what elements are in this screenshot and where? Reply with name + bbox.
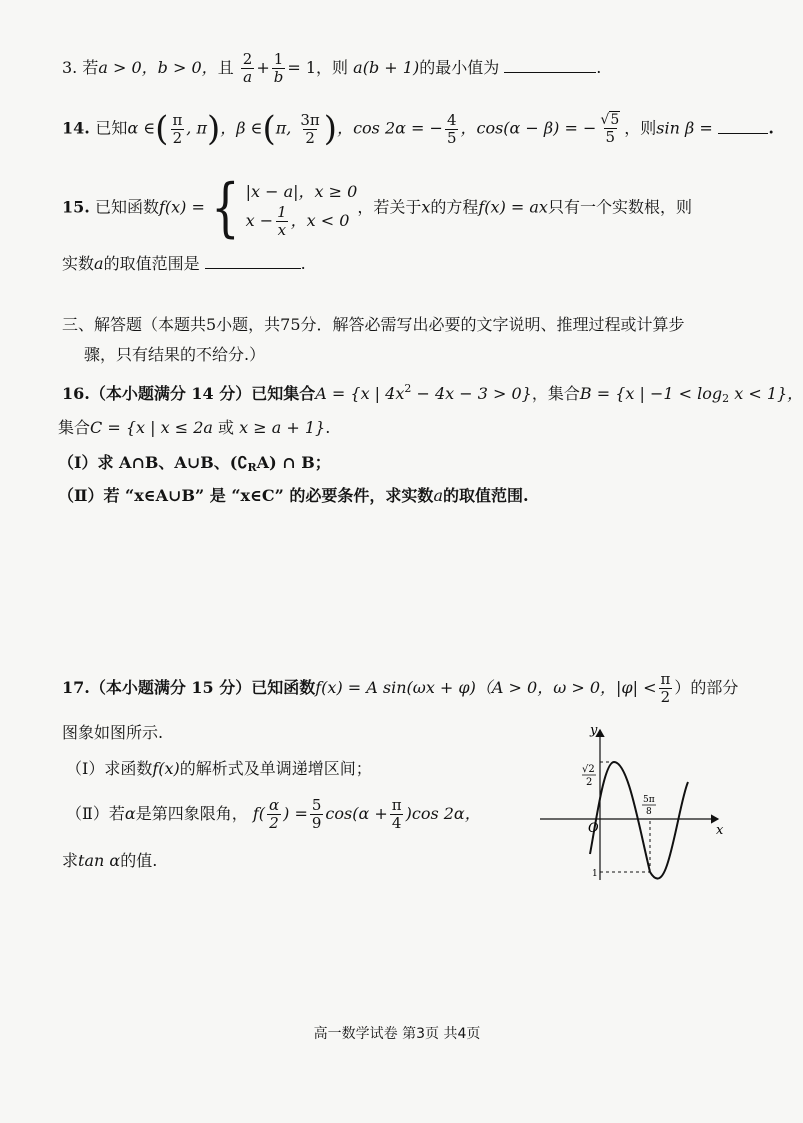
q14-text-2: ，则 <box>624 118 657 138</box>
brace-icon: { <box>210 171 240 245</box>
q15-text-2: ，若关于 <box>357 197 422 217</box>
paren-open: ( <box>155 109 169 149</box>
frac-num: 4 <box>446 110 457 129</box>
equation: f(x) = ax <box>478 197 548 217</box>
q13-equals: = 1， <box>287 58 333 77</box>
frac-num: 1 <box>277 202 287 221</box>
cos-part-2: )cos 2α， <box>405 804 481 823</box>
section-header-line-2: 骤，只有结果的不给分.） <box>84 345 266 364</box>
answer-blank[interactable] <box>205 256 301 269</box>
condition: （A > 0，ω > 0，|φ| < <box>475 678 657 697</box>
sin-beta: sin β = <box>656 118 713 138</box>
q17-text-last-a: 求 <box>62 851 79 870</box>
q14-text-1: 已知 <box>95 118 128 138</box>
question-number: 14. <box>62 118 90 138</box>
case-2 <box>245 202 358 239</box>
subscript: R <box>247 461 257 474</box>
sine-curve <box>590 762 688 879</box>
beta-in: ，β ∈ <box>220 118 263 138</box>
q16-text-1: ，集合 <box>531 384 580 403</box>
cos-alpha-minus-beta: ，cos(α − β) = − <box>460 118 597 138</box>
piecewise-cases <box>246 179 358 238</box>
fraction-1-over-b <box>272 52 286 85</box>
question-number: 15. <box>62 197 90 217</box>
ymax-numerator: √2 <box>582 764 595 775</box>
var-x: x <box>421 197 431 217</box>
frac-den: 4 <box>391 814 402 832</box>
fraction-2-over-a <box>241 52 255 85</box>
fraction-alpha-over-2 <box>267 798 281 831</box>
answer-blank[interactable] <box>504 60 596 73</box>
question-13 <box>62 52 754 85</box>
q15-text-3: 的方程 <box>430 197 479 217</box>
f-equals: ) = <box>283 804 308 823</box>
case-1: |x − a|，x ≥ 0 <box>245 181 358 201</box>
frac-den: b <box>273 68 284 86</box>
paren-close: ) <box>323 109 338 149</box>
q13-expression: a(b + 1) <box>353 58 420 77</box>
period: . <box>325 418 331 437</box>
set-a: A = {x | 4x <box>315 384 405 403</box>
question-17-line-2: 图象如图所示. <box>62 723 164 742</box>
interval-right: , π <box>186 118 207 138</box>
section-header: 三、解答题（本题共5小题，共75分．解答必需写出必要的文字说明、推理过程或计算步 <box>62 315 685 334</box>
set-b: B = {x | −1 < log <box>579 384 723 403</box>
cos-2alpha: ，cos 2α = − <box>337 118 443 138</box>
case-2-start: x − <box>245 210 274 230</box>
frac-den: 2 <box>172 128 183 147</box>
frac-num: √5 <box>600 112 620 128</box>
f-open: f( <box>252 804 265 823</box>
frac-den: 5 <box>446 128 457 147</box>
page-footer: 高一数学试卷 第3页 共4页 <box>313 1026 481 1042</box>
frac-num: 3π <box>300 110 320 129</box>
frac-num: π <box>660 670 671 688</box>
period: . <box>596 58 602 77</box>
frac-den: 2 <box>305 128 315 147</box>
fraction-pi-over-4 <box>390 798 404 831</box>
frac-den: 2 <box>660 688 671 706</box>
set-a-rest: − 4x − 3 > 0} <box>411 384 532 403</box>
part-1-end: 的解析式及单调递增区间； <box>179 759 372 778</box>
set-b-rest: x < 1}， <box>729 384 803 403</box>
frac-den: 9 <box>311 814 322 832</box>
x-axis-label: x <box>716 823 724 838</box>
q16-heading: 16.（本小题满分 14 分）已知集合 <box>62 384 316 403</box>
fraction-4-over-5 <box>445 110 459 147</box>
paren-close: ) <box>206 109 221 149</box>
set-c-rest: x ≥ a + 1} <box>239 418 326 437</box>
period: . <box>768 118 774 138</box>
part-2-text: （Ⅱ）若 “x∈A∪B” 是 “x∈C” 的必要条件，求实数 <box>58 486 434 505</box>
question-14 <box>62 109 774 149</box>
part-1-text: （Ⅰ）求 A∩B、A∪B、(∁ <box>58 453 248 472</box>
cos-part-1: cos(α + <box>325 804 388 823</box>
frac-den: a <box>243 68 253 86</box>
period: . <box>300 254 306 273</box>
q13-text-2: 且 <box>217 58 234 77</box>
superscript: 2 <box>404 382 412 395</box>
q13-text-1: 若 <box>82 58 99 77</box>
part-2-end: 的取值范围. <box>442 486 529 505</box>
case-2-end: ，x < 0 <box>290 210 350 230</box>
q13-text-4: 的最小值为 <box>419 58 500 77</box>
origin-label: O <box>588 821 599 836</box>
tan-alpha: tan α <box>78 851 121 870</box>
question-16-part-1 <box>58 452 754 479</box>
ymax-denominator: 2 <box>586 777 593 788</box>
frac-num: π <box>172 110 183 129</box>
subscript: 2 <box>722 392 730 405</box>
q15-text-5: 实数 <box>62 254 95 273</box>
frac-num: π <box>391 796 402 814</box>
xtick-numerator: 5π <box>643 795 655 805</box>
q16-text-2: 集合 <box>58 418 91 437</box>
frac-num: 2 <box>242 50 253 68</box>
frac-num: 1 <box>273 50 284 68</box>
part-2-mid: 是第四象限角， <box>135 804 248 823</box>
q15-text-4: 只有一个实数根，则 <box>547 197 692 217</box>
question-17 <box>62 672 754 705</box>
fraction-pi-over-2 <box>658 672 672 705</box>
fraction-1-over-x <box>275 202 289 239</box>
question-15-line-2 <box>62 253 754 275</box>
question-16-line-2 <box>58 417 754 439</box>
question-16-part-2 <box>58 485 754 507</box>
radicand: 5 <box>610 112 620 128</box>
question-number: 3. <box>62 58 78 77</box>
question-16 <box>62 378 803 410</box>
answer-blank[interactable] <box>718 121 768 134</box>
part-1-text: （Ⅰ）求函数 <box>66 759 153 778</box>
frac-num: α <box>268 796 280 814</box>
part-1-rest: A) ∩ B； <box>256 453 331 472</box>
f-of-x: f(x) = <box>158 197 205 217</box>
var-alpha: α <box>124 804 136 823</box>
xtick-denominator: 8 <box>646 807 652 817</box>
var-a: a <box>94 254 104 273</box>
frac-num: 5 <box>311 796 322 814</box>
part-2-text: （Ⅱ）若 <box>66 804 125 823</box>
or-word: 或 <box>218 418 235 437</box>
q15-text-6: 的取值范围是 <box>103 254 200 273</box>
f-of-x: f(x) <box>152 759 180 778</box>
frac-den: 2 <box>269 814 279 832</box>
q13-text-3: 则 <box>332 58 349 77</box>
fraction-pi-over-2 <box>170 110 184 147</box>
y-axis-label: y <box>590 723 598 738</box>
interval-left: π, <box>275 118 297 138</box>
frac-den: 5 <box>605 128 616 146</box>
var-a: a <box>433 486 443 505</box>
ymin-label: 1 <box>592 869 598 879</box>
alpha-in: α ∈ <box>127 118 156 138</box>
q15-text-1: 已知函数 <box>94 197 159 217</box>
paren-open: ( <box>262 109 276 149</box>
fraction-5-over-9 <box>310 798 324 831</box>
sine-graph <box>538 722 730 884</box>
function-def: f(x) = A sin(ωx + φ) <box>315 678 476 697</box>
set-c: C = {x | x ≤ 2a <box>90 418 213 437</box>
q17-heading: 17.（本小题满分 15 分）已知函数 <box>62 678 316 697</box>
fraction-3pi-over-2 <box>298 110 321 147</box>
condition-end: ）的部分 <box>674 678 739 697</box>
fraction-sqrt5-over-5 <box>598 113 622 145</box>
frac-den: x <box>277 220 287 239</box>
q17-text-last-b: 的值. <box>120 851 158 870</box>
question-15 <box>62 171 754 245</box>
q13-condition: a > 0，b > 0， <box>98 58 218 77</box>
plus-sign: + <box>256 58 270 77</box>
